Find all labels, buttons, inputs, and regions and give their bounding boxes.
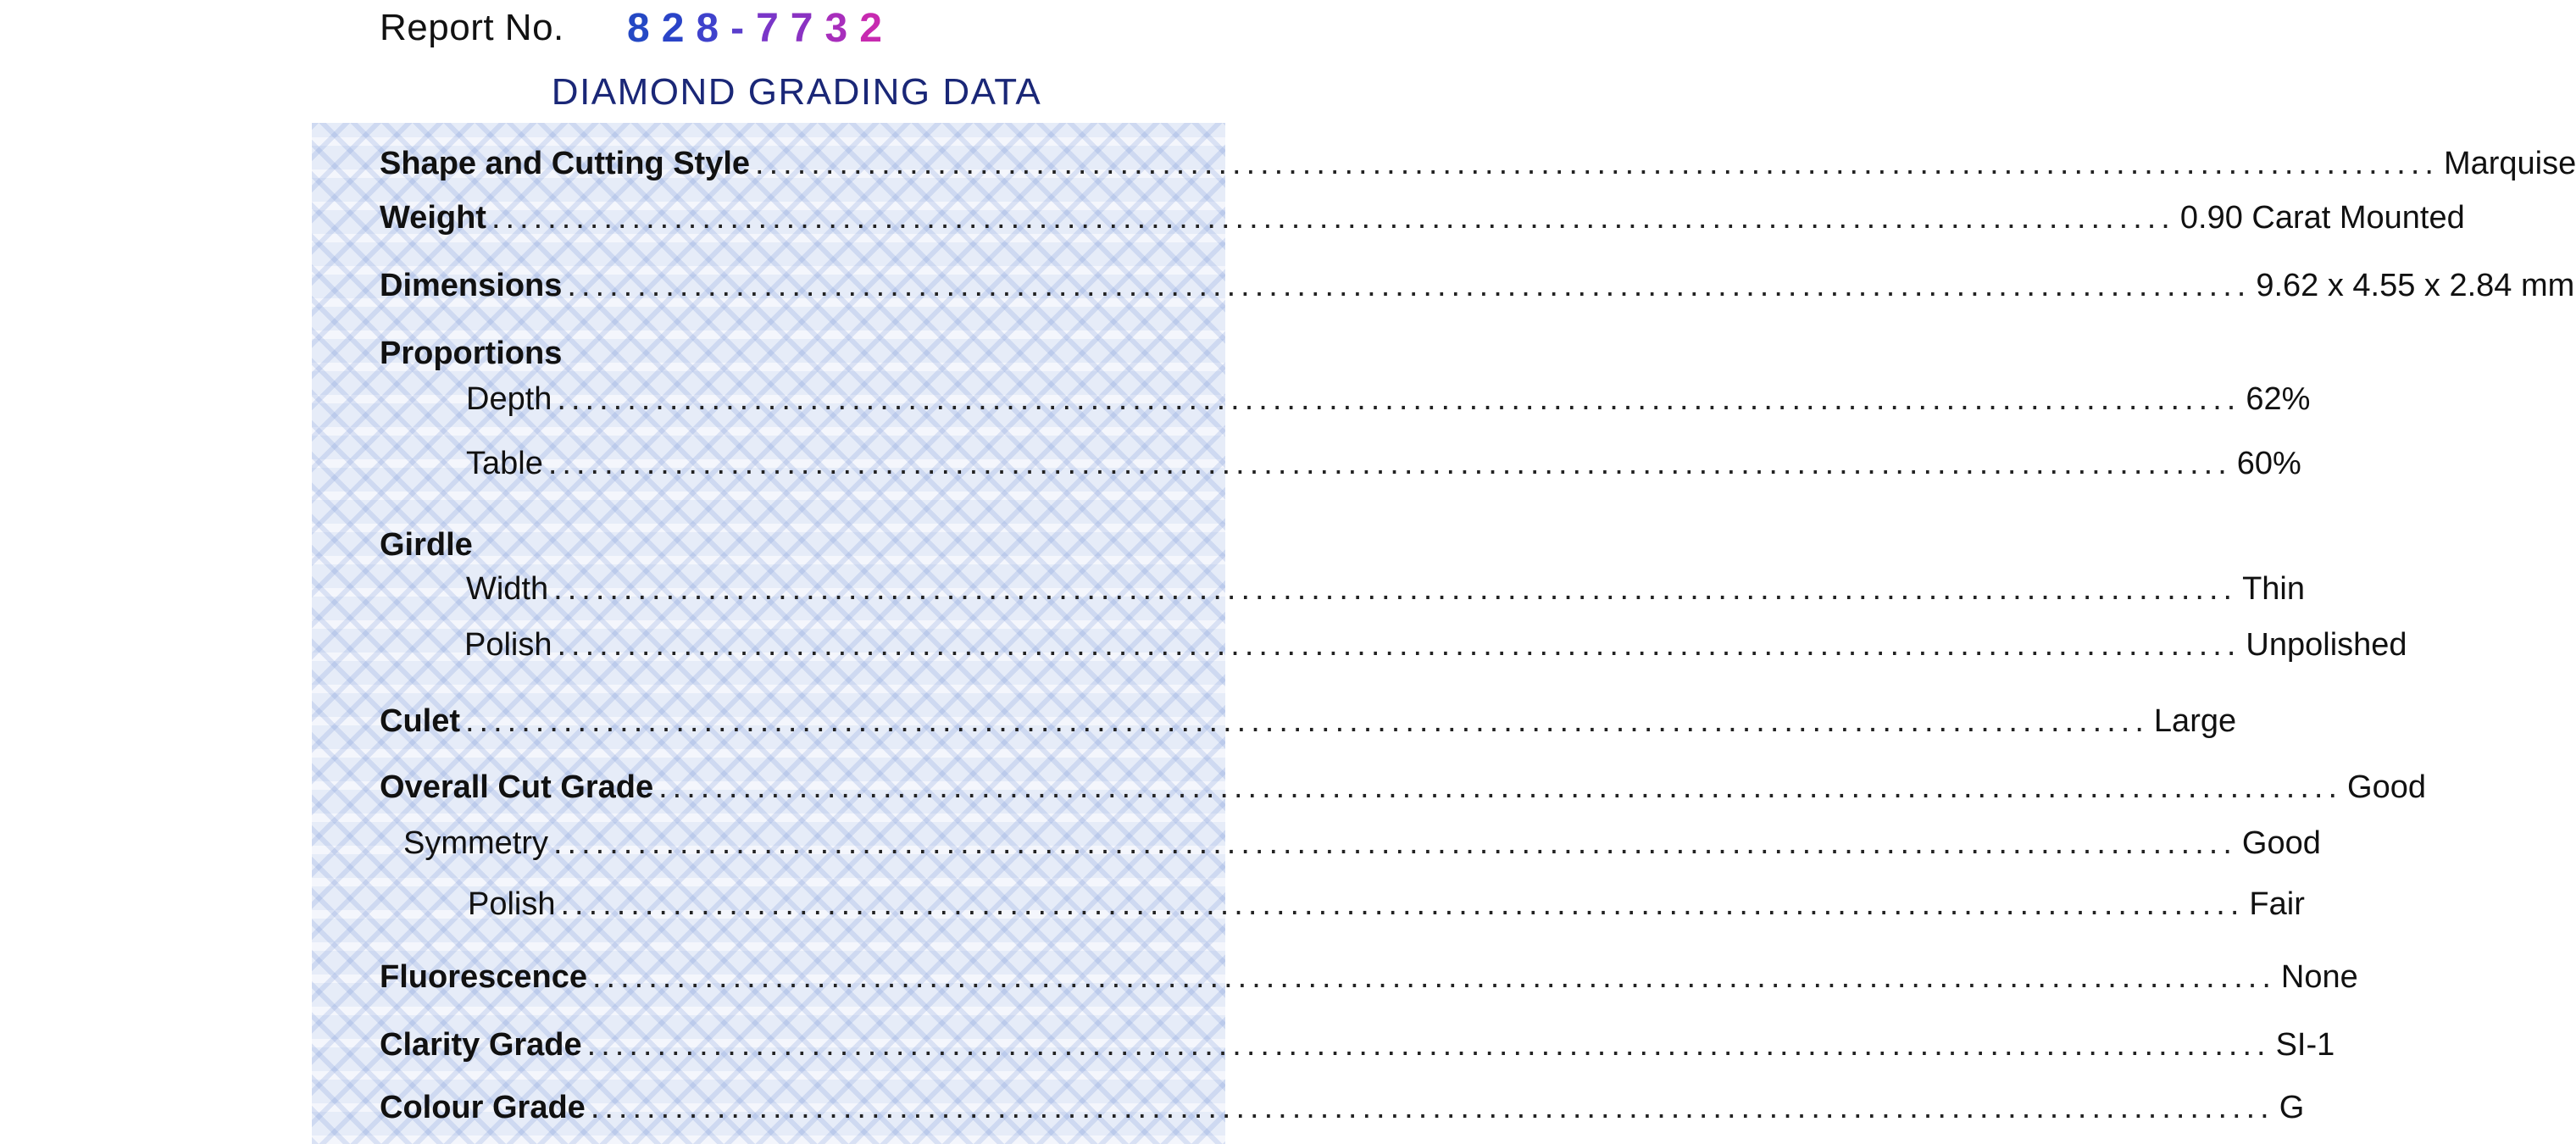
- clarity-label: Clarity Grade: [380, 1027, 582, 1063]
- culet-label: Culet: [380, 703, 460, 739]
- row-symmetry: [380, 825, 2321, 862]
- girdle-width-value: Thin: [2242, 571, 2305, 607]
- leader-dots: ........................................................................................................................: [491, 200, 2175, 236]
- polish-value: Fair: [2249, 886, 2305, 922]
- symmetry-label: Symmetry: [403, 825, 548, 861]
- girdle-heading: Girdle: [380, 527, 473, 563]
- leader-dots: ........................................................................................................................: [553, 571, 2238, 607]
- table-label: Table: [466, 446, 543, 481]
- row-culet: [380, 703, 2237, 740]
- row-weight: [380, 200, 2465, 236]
- culet-value: Large: [2153, 703, 2237, 739]
- row-table: [380, 446, 2301, 482]
- row-dimensions: [380, 268, 2575, 304]
- report-number-char: 2: [661, 6, 697, 51]
- report-number-char: -: [730, 6, 757, 51]
- depth-value: 62%: [2246, 381, 2311, 417]
- dimensions-value: 9.62 x 4.55 x 2.84 mm: [2256, 268, 2575, 303]
- shape-label: Shape and Cutting Style: [380, 146, 751, 181]
- leader-dots: ........................................................................................................................: [567, 268, 2251, 303]
- row-depth: [380, 381, 2311, 418]
- row-girdle-width: [380, 571, 2305, 608]
- girdle-polish-value: Unpolished: [2246, 627, 2407, 663]
- colour-value: G: [2279, 1090, 2305, 1125]
- polish-label: Polish: [468, 886, 556, 922]
- row-shape: [380, 146, 2576, 182]
- weight-value: 0.90 Carat Mounted: [2179, 200, 2465, 236]
- fluorescence-label: Fluorescence: [380, 959, 587, 995]
- leader-dots: ........................................................................................................................: [592, 959, 2276, 995]
- table-value: 60%: [2236, 446, 2301, 481]
- row-fluorescence: [380, 959, 2358, 996]
- colour-label: Colour Grade: [380, 1090, 586, 1125]
- leader-dots: ........................................................................................................................: [553, 825, 2237, 861]
- leader-dots: ........................................................................................................................: [547, 446, 2232, 481]
- depth-label: Depth: [466, 381, 552, 417]
- leader-dots: ........................................................................................................................: [658, 769, 2343, 805]
- cut-grade-value: Good: [2347, 769, 2427, 805]
- leader-dots: ........................................................................................................................: [586, 1027, 2271, 1063]
- clarity-value: SI-1: [2275, 1027, 2335, 1063]
- report-number-char: 8: [627, 6, 662, 51]
- fluorescence-value: None: [2280, 959, 2358, 995]
- row-polish: [380, 886, 2305, 923]
- leader-dots: ........................................................................................................................: [557, 627, 2241, 663]
- row-clarity: [380, 1027, 2335, 1063]
- girdle-width-label: Width: [466, 571, 549, 607]
- report-number-char: 8: [696, 6, 731, 51]
- cut-grade-label: Overall Cut Grade: [380, 769, 654, 805]
- leader-dots: ........................................................................................................................: [755, 146, 2439, 181]
- leader-dots: ........................................................................................................................: [465, 703, 2149, 739]
- weight-label: Weight: [380, 200, 486, 236]
- section-title: DIAMOND GRADING DATA: [551, 71, 1042, 113]
- report-number: [627, 5, 894, 52]
- row-colour: [380, 1090, 2305, 1126]
- leader-dots: ........................................................................................................................: [557, 381, 2241, 417]
- proportions-heading: Proportions: [380, 336, 563, 371]
- dimensions-label: Dimensions: [380, 268, 563, 303]
- leader-dots: ........................................................................................................................: [560, 886, 2245, 922]
- leader-dots: ........................................................................................................................: [590, 1090, 2274, 1125]
- report-number-label: Report No.: [380, 7, 564, 48]
- report-number-char: 2: [859, 6, 894, 51]
- shape-value: Marquise: [2443, 146, 2576, 181]
- girdle-polish-label: Polish: [464, 627, 552, 663]
- row-girdle-polish: [380, 627, 2407, 664]
- symmetry-value: Good: [2241, 825, 2321, 861]
- report-number-char: 3: [824, 6, 860, 51]
- report-number-char: 7: [756, 6, 791, 51]
- row-cut-grade: [380, 769, 2427, 806]
- report-number-char: 7: [790, 6, 825, 51]
